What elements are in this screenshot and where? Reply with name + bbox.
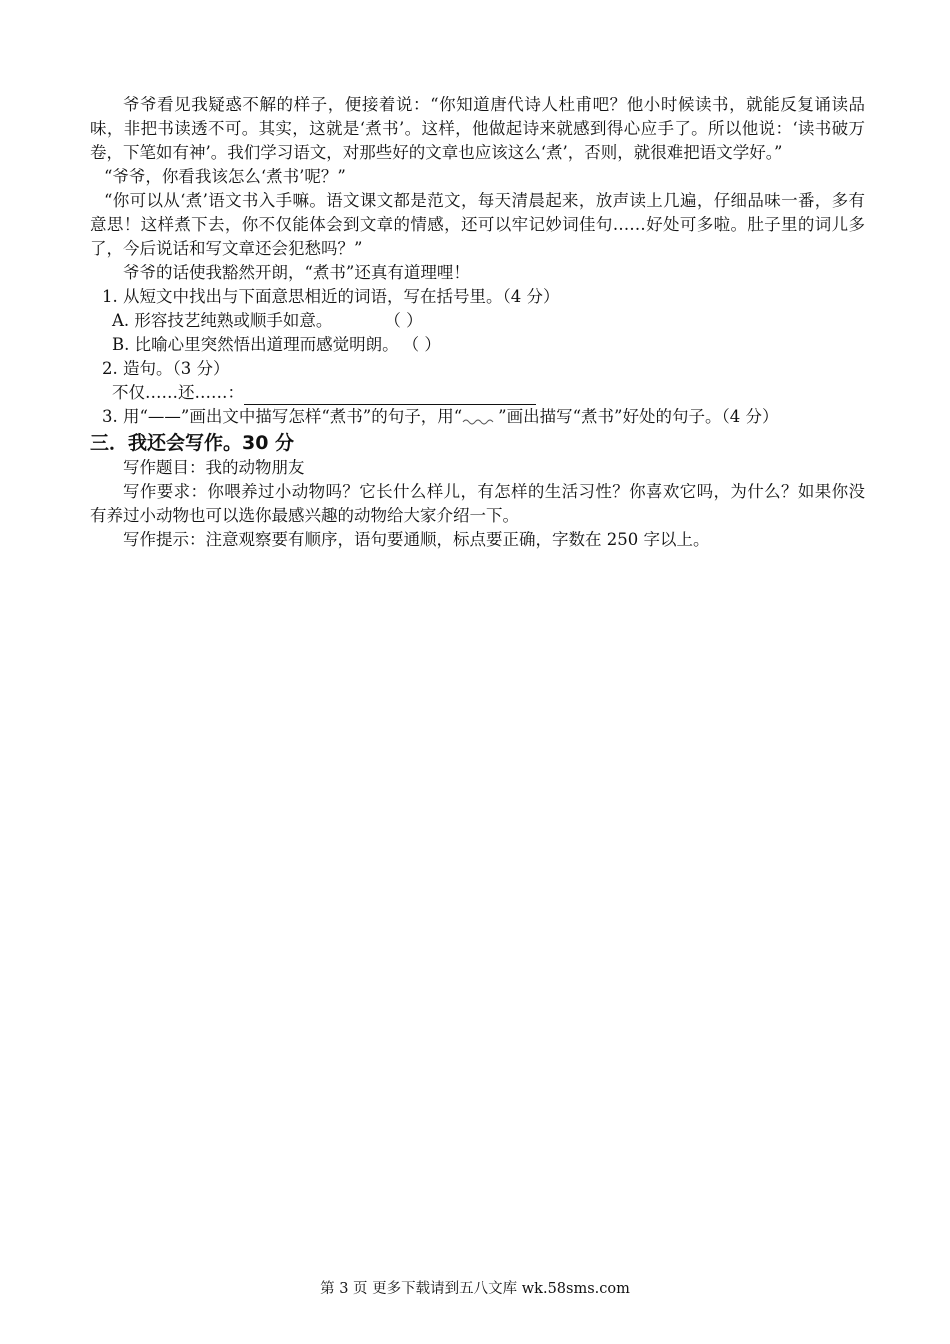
question-1: 1. 从短文中找出与下面意思相近的词语，写在括号里。（4 分） (102, 287, 560, 306)
page-content (90, 93, 865, 552)
question-3-part-1: 3. 用“——”画出文中描写怎样“煮书”的句子，用“ (102, 407, 463, 426)
story-paragraph-4: 爷爷的话使我豁然开朗，“煮书”还真有道理哩！ (123, 263, 470, 282)
question-3 (90, 405, 865, 429)
question-2-prompt-line (90, 381, 865, 405)
wavy-underline-icon (462, 412, 498, 426)
option-a-text: A. 形容技艺纯熟或顺手如意。 (112, 311, 333, 330)
question-2: 2. 造句。（3 分） (102, 359, 230, 378)
section-3-heading: 三．我还会写作。30 分 (90, 432, 295, 454)
story-paragraph-2: “爷爷，你看我该怎么‘煮书’呢？” (104, 167, 346, 186)
sentence-answer-line[interactable] (244, 384, 536, 405)
page-footer: 第 3 页 更多下载请到五八文库 wk.58sms.com (320, 1281, 630, 1297)
question-2-prompt: 不仅……还……： (112, 383, 244, 402)
question-1-option-a (90, 309, 865, 333)
option-b-answer-blank[interactable]: （ ） (402, 335, 441, 354)
writing-tips: 写作提示：注意观察要有顺序，语句要通顺，标点要正确，字数在 250 字以上。 (123, 530, 710, 549)
question-3-part-2: ”画出描写“煮书”好处的句子。（4 分） (498, 407, 779, 426)
option-b-text: B. 比喻心里突然悟出道理而感觉明朗。 (112, 335, 399, 354)
writing-requirements: 写作要求：你喂养过小动物吗？它长什么样儿，有怎样的生活习性？你喜欢它吗，为什么？如果你没有养过小动物也可以选你最感兴趣的动物给大家介绍一下。 (90, 482, 865, 525)
writing-topic: 写作题目：我的动物朋友 (123, 458, 305, 477)
option-a-answer-blank[interactable]: （ ） (384, 311, 423, 330)
question-1-option-b (90, 333, 865, 357)
story-paragraph-3: “你可以从‘煮’语文书入手嘛。语文课文都是范文，每天清晨起来，放声读上几遍，仔细品味一番，多有意思！这样煮下去，你不仅能体会到文章的情感，还可以牢记妙词佳句……好处可多啦。肚子里的词儿多了，今后说话和写文章还会犯愁吗？” (90, 191, 865, 258)
story-paragraph-1: 爷爷看见我疑惑不解的样子，便接着说：“你知道唐代诗人杜甫吧？他小时候读书，就能反复诵读品味，非把书读透不可。其实，这就是‘煮书’。这样，他做起诗来就感到得心应手了。所以他说：‘读书破万卷，下笔如有神’。我们学习语文，对那些好的文章也应该这么‘煮’，否则，就很难把语文学好。” (90, 95, 865, 162)
